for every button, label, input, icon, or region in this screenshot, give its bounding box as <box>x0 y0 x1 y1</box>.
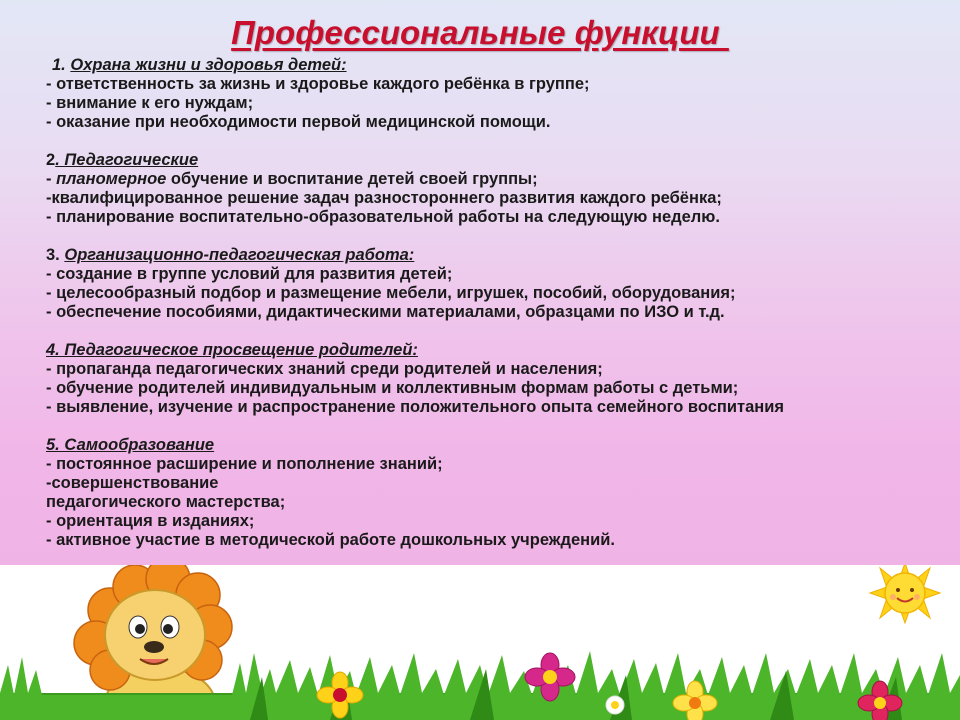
section-title: Охрана жизни и здоровья детей: <box>70 56 347 74</box>
list-item: - планирование воспитательно-образовательной работы на следующую неделю. <box>46 208 720 226</box>
section-title: 4. Педагогическое просвещение родителей: <box>46 341 418 359</box>
list-item: - ответственность за жизнь и здоровье каждого ребёнка в группе; <box>46 75 590 93</box>
section-number: 2 <box>46 151 56 169</box>
list-item: - активное участие в методической работе дошкольных учреждений. <box>46 531 615 549</box>
list-item: -совершенствование <box>46 474 219 492</box>
functions-list <box>46 56 951 550</box>
list-item: - обучение родителей индивидуальным и коллективным формам работы с детьми; <box>46 379 739 397</box>
section-heading <box>46 436 951 455</box>
section-title: 5. Самообразование <box>46 436 215 454</box>
section-self-education <box>46 436 951 550</box>
section-organizational <box>46 246 951 322</box>
list-item: - постоянное расширение и пополнение знаний; <box>46 455 443 473</box>
section-number: 1. <box>52 56 71 74</box>
list-item: - создание в группе условий для развития детей; <box>46 265 453 283</box>
list-item: - ориентация в изданиях; <box>46 512 255 530</box>
section-pedagogical <box>46 151 951 227</box>
section-heading <box>46 56 951 75</box>
section-heading <box>46 341 951 360</box>
slide-title: Профессиональные функции <box>231 14 729 51</box>
list-item: педагогического мастерства; <box>46 493 286 511</box>
list-item: - оказание при необходимости первой медицинской помощи. <box>46 113 551 131</box>
list-item: - целесообразный подбор и размещение мебели, игрушек, пособий, оборудования; <box>46 284 736 302</box>
sun-icon <box>870 565 940 623</box>
section-parent-education <box>46 341 951 417</box>
list-item: - обеспечение пособиями, дидактическими материалами, образцами по ИЗО и т.д. <box>46 303 725 321</box>
list-item-emphasis: планомерное <box>56 170 167 188</box>
list-item: - выявление, изучение и распространение положительного опыта семейного воспитания <box>46 398 785 416</box>
list-item: - пропаганда педагогических знаний среди родителей и населения; <box>46 360 603 378</box>
section-number: 3. <box>46 246 65 264</box>
list-item <box>46 170 951 189</box>
section-life-health <box>46 56 951 132</box>
meadow-illustration <box>0 565 960 720</box>
section-heading <box>46 151 951 170</box>
list-item-prefix: - <box>46 170 57 188</box>
meadow-scene <box>0 565 960 720</box>
list-item: - внимание к его нуждам; <box>46 94 254 112</box>
section-title: . Педагогические <box>55 151 199 169</box>
list-item-rest: обучение и воспитание детей своей группы; <box>166 170 538 188</box>
section-title: Организационно-педагогическая работа: <box>64 246 415 264</box>
section-heading <box>46 246 951 265</box>
list-item: -квалифицированное решение задач разностороннего развития каждого ребёнка; <box>46 189 722 207</box>
